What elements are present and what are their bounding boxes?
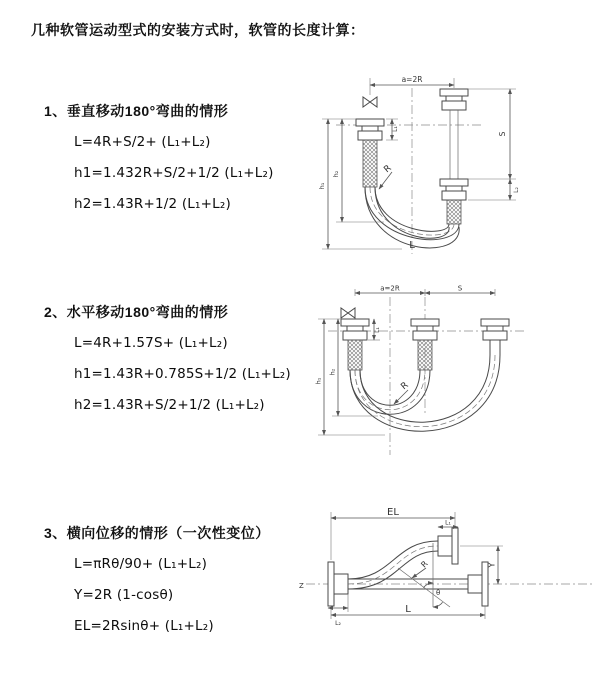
dim-label-s: S <box>498 131 507 137</box>
formula-line: h1=1.432R+S/2+1/2 (L₁+L₂) <box>74 165 274 181</box>
radius-leader <box>412 568 426 578</box>
diagram-lateral-displacement <box>298 505 600 650</box>
hose-fitting-left <box>341 319 369 340</box>
dim-label-y: Y <box>487 562 497 568</box>
hose-fitting-left <box>356 119 384 140</box>
section-heading: 3、横向位移的情形（一次性变位） <box>44 525 270 541</box>
radius-leader <box>394 390 408 404</box>
dim-label-length: L <box>409 240 415 251</box>
hose-fitting-right-up <box>440 89 468 110</box>
radius-leader <box>379 172 392 189</box>
dim-label-radius: R <box>382 163 394 176</box>
valve-icon <box>341 308 355 318</box>
formula-line: h2=1.43R+S/2+1/2 (L₁+L₂) <box>74 397 265 413</box>
formula-line: Y=2R (1-cosθ) <box>74 587 174 603</box>
dim-label-l1: L₁ <box>445 519 451 527</box>
diagram-horizontal-180-bend <box>310 283 595 463</box>
hose-fitting-right-down <box>440 179 468 200</box>
formula-line: L=πRθ/90+ (L₁+L₂) <box>74 556 208 572</box>
page-title: 几种软管运动型式的安装方式时，软管的长度计算： <box>31 22 365 38</box>
hose-fitting-right-moved <box>481 319 509 340</box>
section-horizontal-movement <box>44 302 314 426</box>
dim-label-radius: R <box>399 380 411 393</box>
flange-left <box>328 562 348 606</box>
braid-section-right <box>447 200 461 224</box>
section-lateral-displacement <box>44 523 314 647</box>
dim-label-h2: h₂ <box>328 368 337 376</box>
dim-label-h1: h₁ <box>318 182 326 190</box>
formula-line: EL=2Rsinθ+ (L₁+L₂) <box>74 618 214 634</box>
formula-line: L=4R+1.57S+ (L₁+L₂) <box>74 335 228 351</box>
extension-line <box>355 289 495 296</box>
section-heading: 2、水平移动180°弯曲的情形 <box>44 304 229 320</box>
braid-section-left <box>348 340 362 370</box>
valve-icon <box>363 97 377 107</box>
dim-label-l1: L₁ <box>374 327 381 333</box>
angle-arc <box>433 602 443 607</box>
dim-label-el: EL <box>387 507 399 518</box>
diagram-vertical-180-bend <box>312 72 592 257</box>
flange-right-original <box>468 562 488 606</box>
travel-lines <box>450 110 458 179</box>
flange-right-moved <box>438 528 458 564</box>
dim-label-l: L <box>405 604 411 615</box>
dim-label-l2: L₂ <box>513 187 520 193</box>
hose-fitting-middle <box>411 319 439 340</box>
tube-stub <box>490 340 500 355</box>
dim-label-angle: θ <box>436 589 441 597</box>
extension-line <box>468 89 516 200</box>
dim-label-a2r: a=2R <box>401 75 423 84</box>
braid-section-middle <box>418 340 432 370</box>
dim-label-h1: h₁ <box>314 377 323 385</box>
extension-line <box>331 512 455 560</box>
dim-label-a2r: a=2R <box>380 284 400 293</box>
dim-label-radius: R <box>419 559 430 570</box>
section-heading: 1、垂直移动180°弯曲的情形 <box>44 103 229 119</box>
formula-line: h1=1.43R+0.785S+1/2 (L₁+L₂) <box>74 366 291 382</box>
dim-label-s: S <box>457 284 463 293</box>
formula-line: h2=1.43R+1/2 (L₁+L₂) <box>74 196 231 212</box>
formula-line: L=4R+S/2+ (L₁+L₂) <box>74 134 211 150</box>
dim-label-l1: L₁ <box>392 126 399 132</box>
braid-section-left <box>363 140 377 187</box>
axis-mark-label: Z <box>299 582 304 590</box>
dim-label-l2: L₂ <box>335 620 341 627</box>
dim-label-h2: h₂ <box>332 170 340 178</box>
section-vertical-movement <box>44 101 314 225</box>
